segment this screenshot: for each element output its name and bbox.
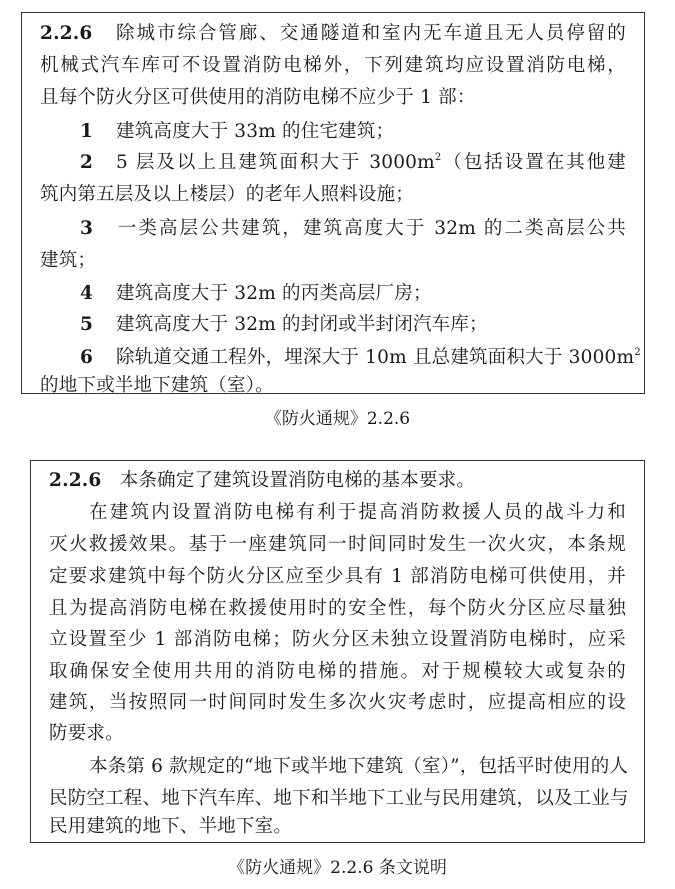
para1-line-6: 取确保安全使用共用的消防电梯的措施。对于规模较大或复杂的 <box>49 661 626 682</box>
para2-line-1: 本条第 6 款规定的“地下或半地下建筑（室）”，包括平时使用的人 <box>89 756 629 777</box>
item-text-pre: 除轨道交通工程外，埋深大于 10m 且总建筑面积大于 3000m <box>116 347 635 368</box>
clause-number: 2.2.6 <box>40 23 93 44</box>
clause-item-6-cont: 的地下或半地下建筑（室）。 <box>40 375 274 396</box>
superscript: 2 <box>434 152 442 163</box>
para1-line-8: 防要求。 <box>49 723 124 744</box>
clause-item-3-cont: 建筑； <box>40 250 97 271</box>
item-text: 建筑高度大于 32m 的封闭或半封闭汽车库； <box>116 314 488 335</box>
clause-number: 2.2.6 <box>49 470 102 491</box>
para1-line-3: 定要求建筑中每个防火分区应至少具有 1 部消防电梯可供使用，并 <box>49 566 626 587</box>
para1-line-2: 灭火救援效果。基于一座建筑同一时间同时发生一次火灾，本条规 <box>49 534 626 555</box>
item-text-post: （包括设置在其他建 <box>441 152 626 173</box>
caption-clause: 《防火通规》2.2.6 <box>264 409 411 429</box>
clause-intro-line-1 <box>22 22 644 46</box>
clause-item-4 <box>22 282 644 306</box>
explanation-box <box>30 460 645 843</box>
item-text-pre: 5 层及以上且建筑面积大于 3000m <box>116 152 435 173</box>
para2-line-3: 民用建筑的地下、半地下室。 <box>49 816 293 837</box>
para1-line-7: 建筑，当按照同一时间同时发生多次火灾考虑时，应提高相应的设 <box>49 692 626 713</box>
explanation-title-line <box>31 469 644 493</box>
explanation-title: 本条确定了建筑设置消防电梯的基本要求。 <box>119 470 476 491</box>
clause-item-3 <box>22 217 644 241</box>
para2-line-2: 民防空工程、地下汽车库、地下和半地下工业与民用建筑，以及工业与 <box>49 788 629 809</box>
para1-line-4: 且为提高消防电梯在救援使用时的安全性，每个防火分区应尽量独 <box>49 598 626 619</box>
clause-item-6 <box>22 346 644 370</box>
superscript: 2 <box>634 347 641 358</box>
clause-item-2-cont: 筑内第五层及以上楼层）的老年人照料设施； <box>40 184 415 205</box>
para1-line-5: 立设置至少 1 部消防电梯；防火分区未独立设置消防电梯时，应采 <box>49 629 626 650</box>
clause-item-2 <box>22 151 644 175</box>
clause-intro-text-1: 除城市综合管廊、交通隧道和室内无车道且无人员停留的 <box>116 23 626 44</box>
item-number: 5 <box>80 314 94 335</box>
clause-intro-line-2: 机械式汽车库可不设置消防电梯外，下列建筑均应设置消防电梯， <box>40 55 626 76</box>
para1-line-1: 在建筑内设置消防电梯有利于提高消防救援人员的战斗力和 <box>89 502 626 523</box>
item-number: 3 <box>80 218 94 239</box>
caption-explanation: 《防火通规》2.2.6 条文说明 <box>228 858 447 878</box>
clause-item-1 <box>22 120 644 144</box>
clause-item-5 <box>22 313 644 337</box>
item-text: 建筑高度大于 32m 的丙类高层厂房； <box>116 283 432 304</box>
item-number: 4 <box>80 283 94 304</box>
clause-intro-line-3: 且每个防火分区可供使用的消防电梯不应少于 1 部： <box>40 87 476 108</box>
item-text: 建筑高度大于 33m 的住宅建筑； <box>116 121 395 142</box>
item-text: 一类高层公共建筑，建筑高度大于 32m 的二类高层公共 <box>116 218 626 239</box>
item-number: 1 <box>80 121 94 142</box>
item-number: 6 <box>80 347 94 368</box>
item-number: 2 <box>80 152 94 173</box>
clause-box <box>21 12 645 394</box>
